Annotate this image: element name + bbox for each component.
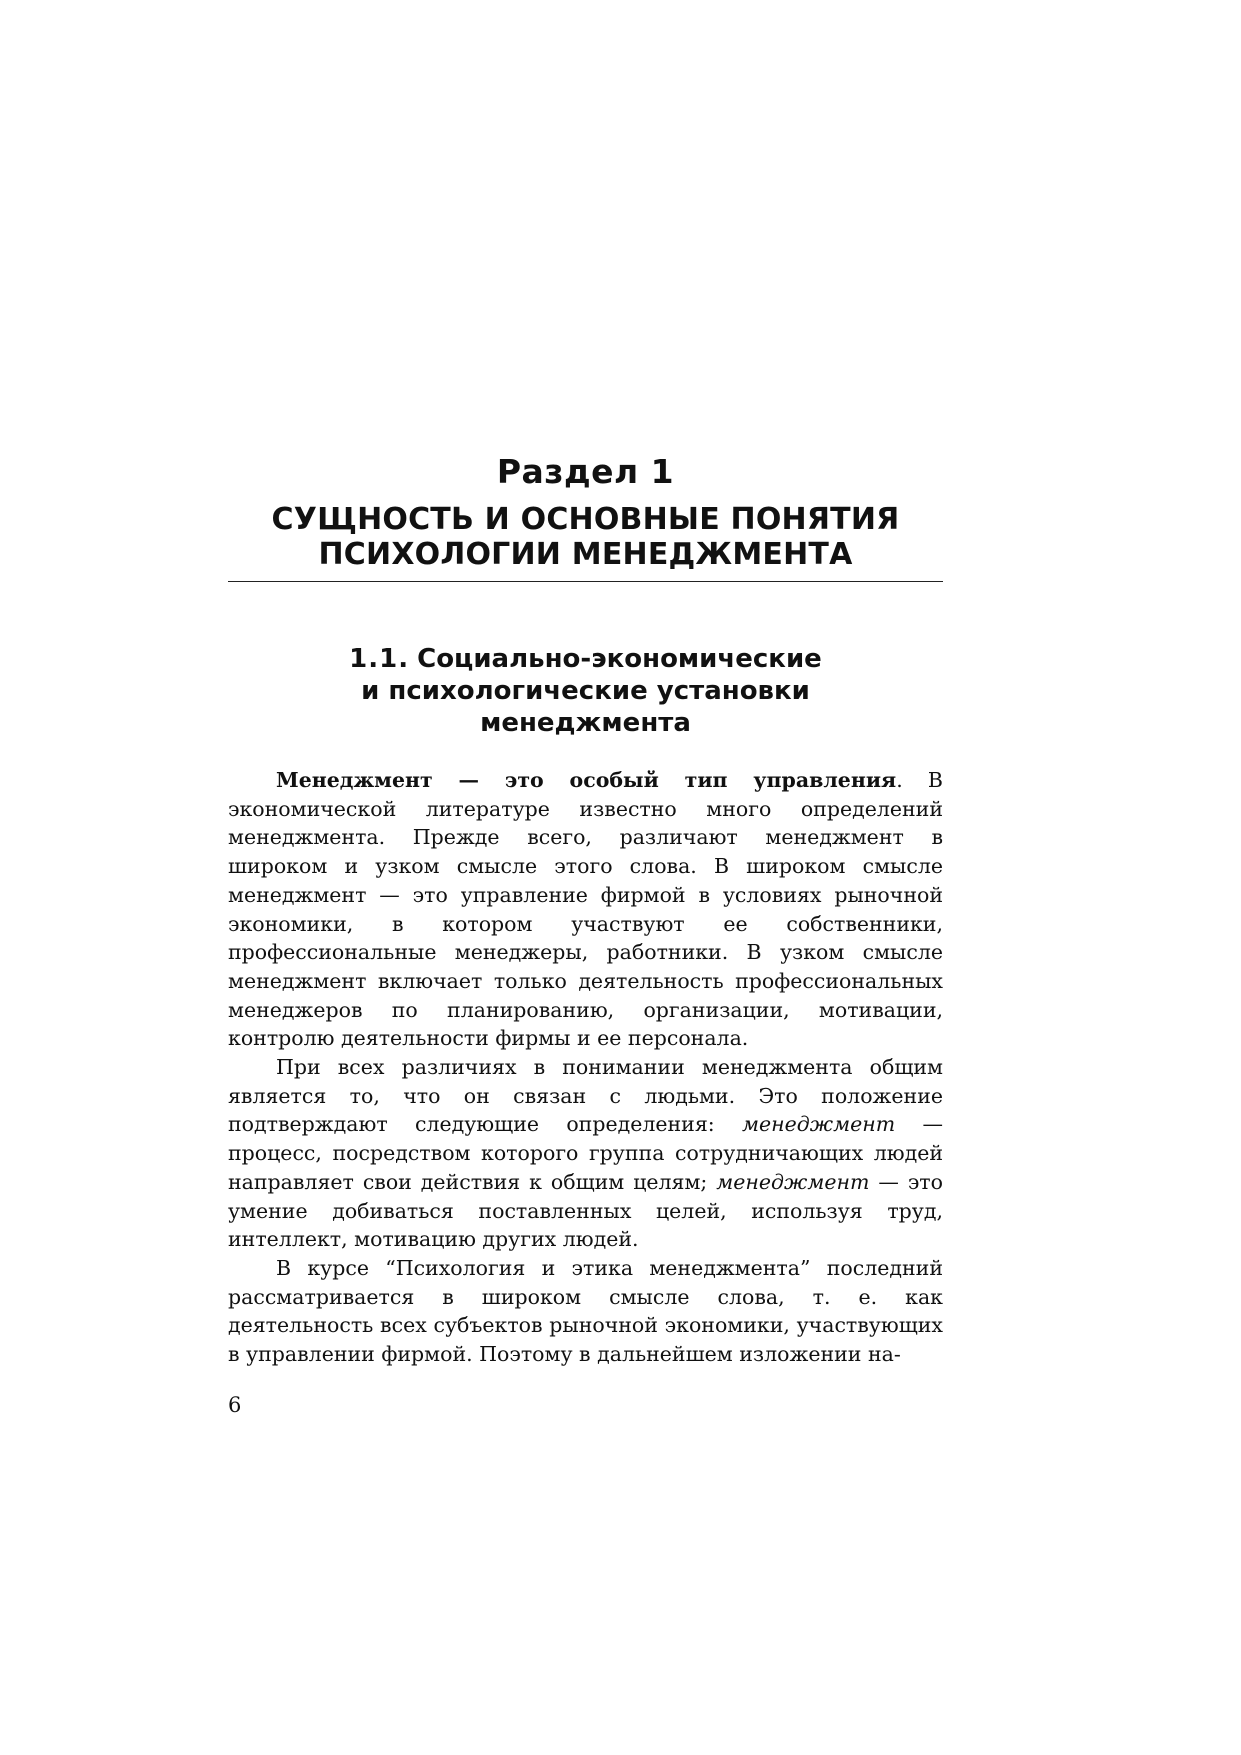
section-label: Раздел 1 bbox=[496, 452, 675, 491]
term-emphasis-1: менеджмент bbox=[742, 1112, 896, 1137]
paragraph-2-text-3: — это умение добиваться поставленных целей, используя труд, интеллект, мотивацию других людей. bbox=[228, 1169, 943, 1252]
paragraph-3: В курсе “Психология и этика менеджмента” последний рассматривается в широком смысле слова, т. е. как деятельность всех субъектов рыночной экономики, участвующих в управлении фирмой. Поэтому в дальнейшем изложении на- bbox=[228, 1255, 943, 1367]
section-title bbox=[228, 502, 943, 572]
heading-divider bbox=[228, 581, 943, 582]
paragraph-2-text-2: — процесс, посредством которого группа сотрудничающих людей направляет свои действия к общим целям; bbox=[228, 1112, 943, 1194]
paragraph-1 bbox=[228, 766, 943, 1053]
paragraph-1-text: . В экономической литературе известно много определений менеджмента. Прежде всего, различают менеджмент в широком и узком смысле этого слова. В широком смысле менеджмент — это управление фирмой в условиях рыночной экономики, в котором участвуют ее собственники, профессиональные менеджеры, работники. В узком смысле менеджмент включает только деятельность профессиональных менеджеров по планированию, организации, мотивации, контролю деятельности фирмы и ее персонала. bbox=[228, 768, 943, 1051]
subsection-title-line-3: менеджмента bbox=[480, 708, 691, 738]
subsection-heading bbox=[228, 643, 943, 739]
subsection-number: 1.1. bbox=[349, 644, 410, 674]
paragraph-2-text-1: При всех различиях в понимании менеджмента общим является то, что он связан с людьми. Это положение подтверждают следующие определения: bbox=[228, 1055, 943, 1137]
paragraph-2 bbox=[228, 1053, 943, 1254]
section-title-line-2: ПСИХОЛОГИИ МЕНЕДЖМЕНТА bbox=[318, 537, 853, 572]
section-heading bbox=[228, 452, 943, 572]
page-number: 6 bbox=[228, 1393, 242, 1417]
term-emphasis-2: менеджмент bbox=[716, 1169, 870, 1194]
subsection-title-line-2: и психологические установки bbox=[361, 676, 810, 706]
subsection-title-line-1 bbox=[228, 643, 943, 675]
subsection-title-text-1: Социально-экономические bbox=[417, 644, 822, 674]
definition-lead: Менеджмент — это особый тип управления bbox=[276, 768, 897, 792]
body-text bbox=[228, 766, 943, 1369]
section-title-line-1: СУЩНОСТЬ И ОСНОВНЫЕ ПОНЯТИЯ bbox=[271, 502, 900, 537]
